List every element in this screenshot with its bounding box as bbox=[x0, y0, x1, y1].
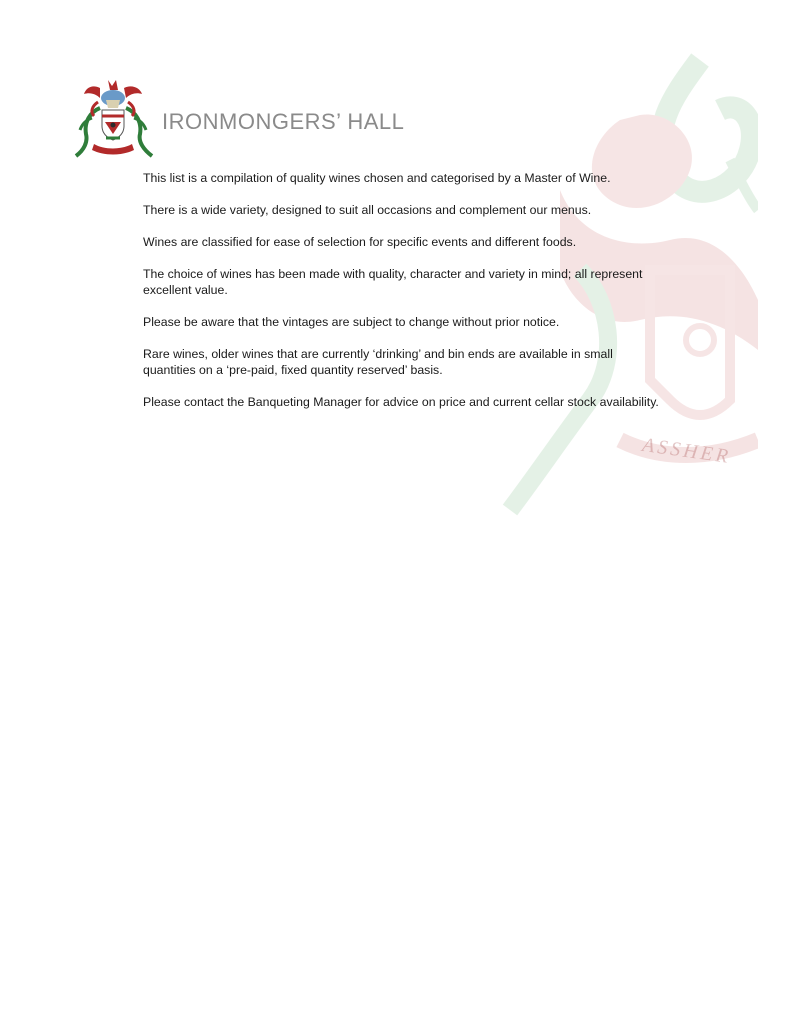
paragraph: Rare wines, older wines that are currently ‘drinking’ and bin ends are available in small quantities on a ‘pre-paid, fixed quantity reserved’ basis. bbox=[143, 347, 613, 377]
intro-text bbox=[143, 170, 663, 426]
paragraph: There is a wide variety, designed to suit all occasions and complement our menus. bbox=[143, 203, 592, 217]
organisation-name: IRONMONGERS’ HALL bbox=[162, 109, 405, 134]
coat-of-arms-icon bbox=[72, 78, 156, 158]
watermark-motto: ASSHER bbox=[640, 433, 733, 469]
letterhead bbox=[72, 78, 404, 158]
paragraph: Please be aware that the vintages are subject to change without prior notice. bbox=[143, 315, 560, 329]
paragraph: This list is a compilation of quality wines chosen and categorised by a Master of Wine. bbox=[143, 171, 611, 185]
paragraph: Please contact the Banqueting Manager for advice on price and current cellar stock availability. bbox=[143, 395, 659, 409]
paragraph: Wines are classified for ease of selection for specific events and different foods. bbox=[143, 235, 577, 249]
paragraph: The choice of wines has been made with quality, character and variety in mind; all represent excellent value. bbox=[143, 267, 643, 297]
